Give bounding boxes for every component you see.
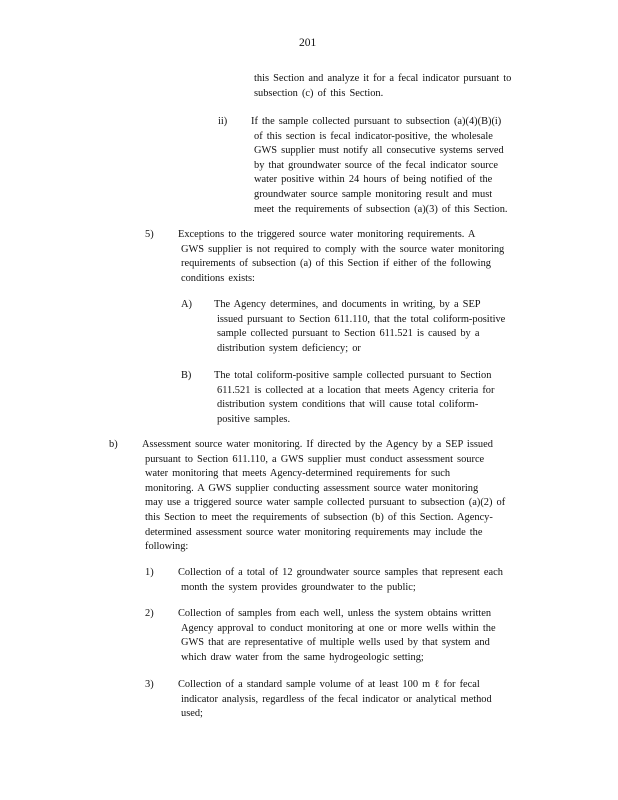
text-line: The Agency determines, and documents in writing, by a SEP [214,299,481,310]
text-line: following: [145,541,189,553]
text-line: indicator analysis, regardless of the fecal indicator or analytical method [181,693,492,705]
item-label-B: B) [181,370,192,381]
paragraph-ii [251,115,530,217]
text-line: Collection of a standard sample volume of at least 100 m ℓ for fecal [178,679,480,690]
item-label-ii: ii) [218,116,228,127]
text-line: monitoring. A GWS supplier conducting assessment source water monitoring [145,482,479,494]
text-line: GWS supplier is not required to comply with the source water monitoring [181,243,505,255]
text-line: pursuant to Section 611.110, a GWS supplier must conduct assessment source [145,453,485,465]
paragraph-A [214,298,526,356]
text-line: groundwater source sample monitoring result and must [254,188,493,200]
text-line: GWS supplier must notify all consecutive systems served [254,145,504,157]
paragraph-1 [178,566,534,595]
text-line: Agency approval to conduct monitoring at one or more wells within the [181,622,496,634]
text-line: by that groundwater source of the fecal indicator source [254,159,498,171]
text-line: conditions exists: [181,272,255,284]
item-label-3: 3) [145,679,154,690]
paragraph-b [142,438,543,555]
text-line: distribution system deficiency; or [217,342,361,354]
text-line: Collection of a total of 12 groundwater source samples that represent each [178,567,503,578]
item-label-2: 2) [145,608,154,619]
paragraph-continuation [254,72,536,101]
item-label-5: 5) [145,229,154,240]
text-line: Exceptions to the triggered source water monitoring requirements. A [178,229,476,240]
text-line: GWS that are representative of multiple wells used by that system and [181,637,490,649]
text-line: meet the requirements of subsection (a)(3) of this Section. [254,203,508,215]
text-line: issued pursuant to Section 611.110, that the total coliform-positive [217,313,506,325]
text-line: 611.521 is collected at a location that meets Agency criteria for [217,384,495,396]
paragraph-2 [178,607,526,665]
text-line: may use a triggered source water sample collected pursuant to subsection (a)(2) of [145,497,506,509]
text-line: determined assessment source water monitoring requirements may include the [145,526,483,538]
text-line: distribution system conditions that will cause total coliform- [217,399,479,411]
text-line: water monitoring that meets Agency-determined requirements for such [145,468,451,480]
text-line: month the system provides groundwater to the public; [181,581,416,593]
text-line: sample collected pursuant to Section 611.521 is caused by a [217,328,480,340]
item-label-b: b) [109,439,118,450]
text-line: requirements of subsection (a) of this Section if either of the following [181,258,491,270]
text-line: Collection of samples from each well, unless the system obtains written [178,608,492,619]
text-line: of this section is fecal indicator-positive, the wholesale [254,130,493,142]
paragraph-5 [178,228,530,286]
paragraph-B [214,369,523,427]
text-line: used; [181,708,203,720]
item-label-1: 1) [145,567,154,578]
text-line: this Section and analyze it for a fecal indicator pursuant to [254,73,512,84]
item-label-A: A) [181,299,192,310]
page-number: 201 [299,37,317,49]
text-line: The total coliform-positive sample collected pursuant to Section [214,370,492,381]
text-line: Assessment source water monitoring. If directed by the Agency by a SEP issued [142,439,493,450]
paragraph-3 [178,678,522,722]
text-line: positive samples. [217,413,291,425]
text-line: this Section to meet the requirements of subsection (b) of this Section. Agency- [145,511,493,523]
text-line: water positive within 24 hours of being notified of the [254,174,493,186]
text-line: which draw water from the same hydrogeologic setting; [181,651,424,663]
text-line: subsection (c) of this Section. [254,87,384,99]
text-line: If the sample collected pursuant to subsection (a)(4)(B)(i) [251,116,502,127]
